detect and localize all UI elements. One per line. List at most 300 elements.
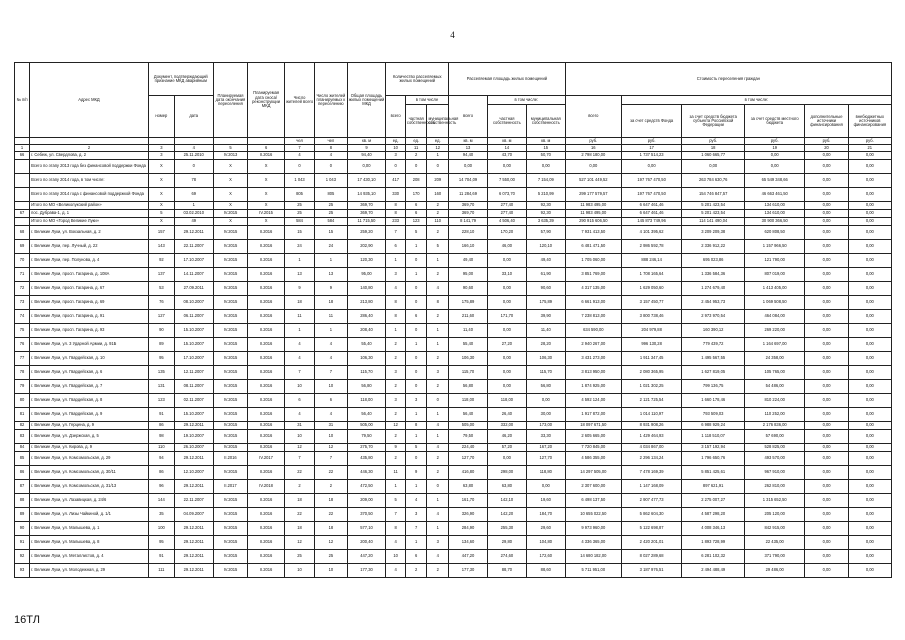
table-cell: 24 xyxy=(284,240,314,254)
table-cell: 04.09.2007 xyxy=(174,508,213,522)
table-cell: 22 xyxy=(315,466,347,480)
table-row xyxy=(15,430,892,444)
table-cell: 1 627 819,05 xyxy=(682,366,745,380)
table-cell: 12.11.2007 xyxy=(174,366,213,380)
table-cell: 167,20 xyxy=(526,444,565,452)
table-cell: 8 xyxy=(386,202,405,210)
table-cell: 56,80 xyxy=(526,380,565,394)
table-cell: 120,10 xyxy=(526,240,565,254)
table-cell: 0,00 xyxy=(805,160,848,174)
table-cell: 134,60 xyxy=(449,536,488,550)
table-cell: 118,00 xyxy=(487,394,526,408)
table-cell: 695 023,86 xyxy=(682,254,745,268)
table-cell: 1 737 514,23 xyxy=(621,152,681,160)
table-cell: 1 xyxy=(284,254,314,268)
table-cell: 98 xyxy=(148,430,174,444)
table-cell: 49 xyxy=(174,218,213,226)
table-cell: 3 209 209,38 xyxy=(682,226,745,240)
table-cell: 1 429 464,93 xyxy=(621,430,681,444)
table-cell: 118,80 xyxy=(526,466,565,480)
table-cell: 18 xyxy=(284,522,314,536)
table-row xyxy=(15,296,892,310)
table-cell: II.2016 xyxy=(248,338,285,352)
table-cell: IV.2018 xyxy=(248,480,285,494)
table-cell: X xyxy=(213,188,248,202)
table-cell: 842 915,00 xyxy=(744,522,804,536)
header-qty-private: частная собственность xyxy=(405,105,427,138)
table-cell xyxy=(15,202,30,210)
column-number-cell: 2 xyxy=(30,145,149,152)
table-cell: 2 494 488,49 xyxy=(682,564,745,578)
table-cell: 3 xyxy=(427,366,449,380)
table-cell: 4 586 355,00 xyxy=(565,452,621,466)
column-number-cell: 11 xyxy=(405,145,427,152)
resettlement-table-wrap xyxy=(14,62,892,578)
table-cell: 2 xyxy=(427,210,449,218)
table-cell: 0,00 xyxy=(805,282,848,296)
table-cell: 131 xyxy=(148,380,174,394)
table-cell: 11 xyxy=(284,310,314,324)
table-cell: 1 xyxy=(315,324,347,338)
address-cell: г. Великие Луки, ул. Гвардейская, д. 6 xyxy=(30,366,149,380)
table-cell: 7 xyxy=(405,522,427,536)
table-cell: 233 xyxy=(386,218,405,226)
table-cell: IV.2015 xyxy=(213,564,248,578)
table-cell: 13 xyxy=(315,268,347,282)
table-cell: 4 xyxy=(315,352,347,366)
column-number-cell: 8 xyxy=(315,145,347,152)
table-cell: 25 xyxy=(315,210,347,218)
table-cell: 31 xyxy=(284,422,314,430)
table-cell: 1 014 110,97 xyxy=(621,408,681,422)
table-cell: 22.11.2007 xyxy=(174,494,213,508)
table-cell: 0,00 xyxy=(805,296,848,310)
table-cell: 127,70 xyxy=(526,452,565,466)
table-cell: 8 141,79 xyxy=(449,218,488,226)
table-cell: 115,70 xyxy=(347,366,386,380)
table-cell: 68 xyxy=(15,226,30,240)
table-cell: 0,00 xyxy=(805,564,848,578)
table-cell: 1 xyxy=(174,202,213,210)
data-section xyxy=(15,152,892,578)
table-cell: 793 509,03 xyxy=(682,408,745,422)
table-cell: 1 xyxy=(427,494,449,508)
table-cell: 332,00 xyxy=(487,422,526,430)
table-cell: 7 xyxy=(315,452,347,466)
table-cell: 0,00 xyxy=(848,444,891,452)
table-cell: 6 xyxy=(284,394,314,408)
table-cell: X xyxy=(148,218,174,226)
table-cell: 12.10.2007 xyxy=(174,466,213,480)
table-cell: 80 xyxy=(15,394,30,408)
table-cell: 1 xyxy=(405,240,427,254)
table-cell: 1 xyxy=(315,254,347,268)
table-row xyxy=(15,210,892,218)
header-qty-resettled: Количество расселяемых жилых помещений xyxy=(386,63,449,96)
table-cell: II.2016 xyxy=(248,152,285,160)
table-cell: 1 xyxy=(427,152,449,160)
table-cell: 197 767 470,50 xyxy=(621,188,681,202)
table-cell: 11,40 xyxy=(526,324,565,338)
table-cell: 274,60 xyxy=(487,550,526,564)
table-cell: 2 336 912,22 xyxy=(682,240,745,254)
address-cell: Итого по МО «Великолукский район» xyxy=(30,202,149,210)
table-cell: 87 xyxy=(15,480,30,494)
table-cell: 4 592 124,00 xyxy=(565,394,621,408)
table-cell: 996 130,28 xyxy=(621,338,681,352)
table-cell: 7 xyxy=(315,366,347,380)
table-cell: 4 xyxy=(284,408,314,422)
table-cell: 3 157 450,77 xyxy=(621,296,681,310)
table-cell: 14 297 505,00 xyxy=(565,466,621,480)
table-cell: 3 xyxy=(405,508,427,522)
table-cell: II.2016 xyxy=(248,564,285,578)
header-cost: Стоимость переселения граждан xyxy=(565,63,891,96)
table-cell: 464 084,00 xyxy=(744,310,804,324)
table-cell: 213,80 xyxy=(347,296,386,310)
table-cell: 4 506,40 xyxy=(487,218,526,226)
table-cell: 209,00 xyxy=(347,494,386,508)
unit-cell: ед. xyxy=(386,138,405,145)
table-cell: 1 495 567,55 xyxy=(682,352,745,366)
table-cell: 2 xyxy=(427,310,449,324)
table-cell: IV.2015 xyxy=(213,296,248,310)
table-cell: 18 xyxy=(315,522,347,536)
table-cell: 255,30 xyxy=(487,522,526,536)
table-cell: 1 413 405,00 xyxy=(744,282,804,296)
table-row xyxy=(15,324,892,338)
table-cell: 93 xyxy=(15,564,30,578)
table-cell: 0 xyxy=(405,380,427,394)
table-cell: 7 154,09 xyxy=(526,174,565,188)
address-cell: г. Великие Луки, ул. Металлистов, д. 4 xyxy=(30,550,149,564)
table-cell: II.2017 xyxy=(213,480,248,494)
table-cell: 2 xyxy=(427,268,449,282)
table-cell: II.2016 xyxy=(248,296,285,310)
table-cell: 22 xyxy=(315,508,347,522)
table-cell: 200,40 xyxy=(347,536,386,550)
table-cell: 160 390,12 xyxy=(682,324,745,338)
table-cell: 2 xyxy=(427,380,449,394)
table-cell: 2 xyxy=(427,564,449,578)
table-cell: 154 746 847,57 xyxy=(682,188,745,202)
table-row xyxy=(15,394,892,408)
table-cell: 10 655 022,50 xyxy=(565,508,621,522)
table-cell: 170,20 xyxy=(487,226,526,240)
table-cell: 1 164 697,00 xyxy=(744,338,804,352)
table-row xyxy=(15,218,892,226)
table-cell: II.2016 xyxy=(248,522,285,536)
table-cell: 2 973 970,54 xyxy=(682,310,745,324)
header-area-resettled: Расселяемая площадь жилых помещений xyxy=(449,63,566,96)
table-cell xyxy=(15,218,30,226)
table-cell: 3 xyxy=(386,366,405,380)
table-cell: 7 478 169,39 xyxy=(621,466,681,480)
table-cell: 211,60 xyxy=(449,310,488,324)
table-cell: 4 xyxy=(284,152,314,160)
table-cell: 06.11.2007 xyxy=(174,310,213,324)
table-cell: II.2016 xyxy=(248,466,285,480)
table-row xyxy=(15,268,892,282)
table-cell: 69 xyxy=(15,240,30,254)
address-cell: г. Великие Луки, ул. Комсомольская, д. 31/13 xyxy=(30,480,149,494)
table-cell: 0 xyxy=(405,282,427,296)
table-cell: 4 xyxy=(315,338,347,352)
table-cell: 4 317 135,00 xyxy=(565,282,621,296)
table-cell: 4 xyxy=(427,422,449,430)
table-cell: 90 xyxy=(15,522,30,536)
table-cell: 142,10 xyxy=(487,494,526,508)
table-cell: 2 xyxy=(427,466,449,480)
table-cell: 78 xyxy=(15,366,30,380)
table-cell: 10 xyxy=(284,380,314,394)
table-cell: 22 435,00 xyxy=(744,536,804,550)
column-number-cell: 5 xyxy=(213,145,248,152)
table-cell: II.2016 xyxy=(248,310,285,324)
table-cell: 263 784 630,76 xyxy=(682,174,745,188)
table-cell: 5 122 698,87 xyxy=(621,522,681,536)
table-cell: 49,40 xyxy=(526,254,565,268)
table-row xyxy=(15,564,892,578)
table-cell: 89 xyxy=(148,338,174,352)
table-cell: 262 810,00 xyxy=(744,480,804,494)
table-cell: 3 xyxy=(386,394,405,408)
table-cell: 0,00 xyxy=(848,268,891,282)
table-cell: 27.09.2011 xyxy=(174,282,213,296)
column-number-cell: 4 xyxy=(174,145,213,152)
table-cell: 4 xyxy=(427,444,449,452)
table-cell: 0,00 xyxy=(805,324,848,338)
table-cell: 7 550,00 xyxy=(487,174,526,188)
table-cell: 12 xyxy=(315,536,347,550)
table-cell: 95,00 xyxy=(347,268,386,282)
table-cell: 0,00 xyxy=(449,160,488,174)
table-cell: 85 xyxy=(15,452,30,466)
table-cell: 3 813 950,00 xyxy=(565,366,621,380)
table-cell: 0,00 xyxy=(848,366,891,380)
table-cell: 95 xyxy=(148,536,174,550)
table-cell: 888 246,14 xyxy=(621,254,681,268)
header-local-budget: за счет средств местного бюджета xyxy=(744,105,804,138)
header-residents-planned: Число жителей планируемых к переселению xyxy=(315,63,347,138)
table-cell: 105 765,00 xyxy=(744,366,804,380)
table-row xyxy=(15,254,892,268)
table-cell: 8 xyxy=(386,210,405,218)
table-row xyxy=(15,380,892,394)
column-number-cell: 17 xyxy=(621,145,681,152)
table-cell: 3 800 738,46 xyxy=(621,310,681,324)
table-cell: 1 xyxy=(405,430,427,444)
table-cell: 505,00 xyxy=(347,422,386,430)
table-cell: 118,00 xyxy=(347,394,386,408)
table-cell: 26,40 xyxy=(487,408,526,422)
table-cell: 18 097 671,50 xyxy=(565,422,621,430)
table-cell: 140,80 xyxy=(347,282,386,296)
table-cell: 86 xyxy=(15,466,30,480)
table-cell: 9 xyxy=(284,282,314,296)
table-cell: 13 xyxy=(284,268,314,282)
table-cell: 0,00 xyxy=(805,522,848,536)
table-cell: 4 xyxy=(386,282,405,296)
table-cell: 0,00 xyxy=(848,536,891,550)
table-cell: IV.2015 xyxy=(213,254,248,268)
table-cell: 54 486,00 xyxy=(744,380,804,394)
table-cell: 0,00 xyxy=(487,366,526,380)
header-residents: Число жителей всего xyxy=(284,63,314,138)
table-cell: 6 647 461,46 xyxy=(621,202,681,210)
table-cell: 8 xyxy=(386,522,405,536)
table-cell: 0,00 xyxy=(805,444,848,452)
table-cell: 1 911 347,45 xyxy=(621,352,681,366)
table-cell: 10 xyxy=(284,564,314,578)
table-cell: 1 629 050,60 xyxy=(621,282,681,296)
table-cell: 11 715,50 xyxy=(347,218,386,226)
table-cell: 0,00 xyxy=(805,550,848,564)
table-cell: 17 430,10 xyxy=(347,174,386,188)
units-section xyxy=(15,138,892,152)
table-cell: IV.2015 xyxy=(213,366,248,380)
table-cell: 22 xyxy=(284,508,314,522)
table-cell: 0,00 xyxy=(848,218,891,226)
table-cell: 5 xyxy=(148,210,174,218)
table-cell: 0,00 xyxy=(347,160,386,174)
table-cell: IV.2015 xyxy=(213,338,248,352)
table-cell: 66 xyxy=(15,152,30,160)
table-cell: 1 874 925,00 xyxy=(565,380,621,394)
table-cell: 0,00 xyxy=(744,152,804,160)
table-cell: 25 xyxy=(315,202,347,210)
table-cell: 1 043 xyxy=(315,174,347,188)
header-cost-total: всего xyxy=(565,96,621,138)
table-cell: 111 xyxy=(148,564,174,578)
table-cell: IV.2015 xyxy=(213,522,248,536)
table-cell: 0,00 xyxy=(848,282,891,296)
table-cell: 0,00 xyxy=(848,466,891,480)
table-cell: 0,00 xyxy=(848,160,891,174)
table-cell: 2 xyxy=(315,480,347,494)
table-cell: II.2016 xyxy=(248,240,285,254)
table-cell: 0,00 xyxy=(848,254,891,268)
table-cell: 0 xyxy=(315,160,347,174)
table-cell: 110 xyxy=(148,444,174,452)
table-cell: IV.2015 xyxy=(213,422,248,430)
table-cell: 11 983 495,00 xyxy=(565,202,621,210)
table-cell: 11 983 495,00 xyxy=(565,210,621,218)
table-cell: 3 157 192,94 xyxy=(682,444,745,452)
table-cell: 0,00 xyxy=(848,494,891,508)
table-cell: 3 851 769,00 xyxy=(565,268,621,282)
table-cell: 6 xyxy=(386,240,405,254)
table-cell: IV.2013 xyxy=(213,152,248,160)
table-cell: 137 xyxy=(148,268,174,282)
table-cell: 170 xyxy=(405,188,427,202)
table-cell: 86 xyxy=(148,466,174,480)
table-cell: 0,00 xyxy=(805,254,848,268)
table-cell: 35 xyxy=(148,508,174,522)
unit-cell: кв. м xyxy=(347,138,386,145)
table-cell: 11 xyxy=(386,466,405,480)
table-cell: 94,40 xyxy=(347,152,386,160)
column-number-cell: 12 xyxy=(427,145,449,152)
table-cell: 1 xyxy=(405,536,427,550)
address-cell: г. Великие Луки, ул. Дзержская, д. 5 xyxy=(30,430,149,444)
table-cell: 0,00 xyxy=(805,508,848,522)
header-area-total: всего xyxy=(449,96,488,138)
address-cell: г. Великие Луки, ул. Гвардейская, д. 10 xyxy=(30,352,149,366)
table-cell: 202,90 xyxy=(347,240,386,254)
table-cell: 6 xyxy=(405,202,427,210)
table-cell: 30,00 xyxy=(526,408,565,422)
table-cell: 3 xyxy=(148,152,174,160)
table-cell: X xyxy=(148,202,174,210)
table-cell: 0,00 xyxy=(805,480,848,494)
unit-cell xyxy=(248,138,285,145)
column-number-cell: 1 xyxy=(15,145,30,152)
table-cell: 2 420 201,01 xyxy=(621,536,681,550)
table-cell: 3 xyxy=(427,536,449,550)
table-cell: X xyxy=(213,160,248,174)
table-cell: 0 xyxy=(386,160,405,174)
table-cell: 0,00 xyxy=(848,550,891,564)
column-number-cell: 20 xyxy=(805,145,848,152)
header-subj-budget: за счет средств бюджета субъекта Российской Федерации xyxy=(682,105,745,138)
table-cell: 18 xyxy=(284,494,314,508)
table-cell: 50,70 xyxy=(526,152,565,160)
table-row xyxy=(15,202,892,210)
table-cell: 123 xyxy=(405,218,427,226)
table-cell: 3 xyxy=(386,268,405,282)
table-cell: 6 647 461,46 xyxy=(621,210,681,218)
table-cell: II.2016 xyxy=(248,324,285,338)
table-cell: 17.10.2007 xyxy=(174,254,213,268)
table-cell: 2 xyxy=(386,352,405,366)
table-cell: 1 147 168,09 xyxy=(621,480,681,494)
column-number-cell: 13 xyxy=(449,145,488,152)
table-cell: 10 xyxy=(315,430,347,444)
address-cell: г. Себеж, ул. Свердлова, д. 2 xyxy=(30,152,149,160)
table-cell: 369,70 xyxy=(347,202,386,210)
table-cell: 4 xyxy=(427,550,449,564)
table-cell: 8 027 289,68 xyxy=(621,550,681,564)
table-cell: 63,80 xyxy=(449,480,488,494)
table-cell: 0,00 xyxy=(805,494,848,508)
table-cell: 91 xyxy=(148,550,174,564)
table-cell: 0,00 xyxy=(805,536,848,550)
table-cell: 0,00 xyxy=(848,452,891,466)
table-cell: 94,40 xyxy=(449,152,488,160)
table-cell: X xyxy=(248,202,285,210)
unit-cell xyxy=(15,138,30,145)
table-cell: 3 635,39 xyxy=(526,218,565,226)
table-cell: 228,10 xyxy=(449,226,488,240)
table-cell: 8 xyxy=(405,422,427,430)
unit-cell: ед. xyxy=(427,138,449,145)
header-fund: за счет средств Фонда xyxy=(621,105,681,138)
table-cell: 78 xyxy=(174,174,213,188)
table-cell: 79 xyxy=(15,380,30,394)
table-cell: 115,70 xyxy=(449,366,488,380)
table-cell: 4 xyxy=(427,508,449,522)
table-cell: 2 986 592,78 xyxy=(621,240,681,254)
table-cell: 5 201 423,54 xyxy=(682,202,745,210)
table-cell: IV.2015 xyxy=(213,324,248,338)
table-cell: 110 252,00 xyxy=(744,408,804,422)
header-area-private: частная собственность xyxy=(487,105,526,138)
table-cell: 29.12.2011 xyxy=(174,564,213,578)
table-cell: 208,40 xyxy=(347,324,386,338)
table-cell: 6 073,70 xyxy=(487,188,526,202)
table-row xyxy=(15,536,892,550)
